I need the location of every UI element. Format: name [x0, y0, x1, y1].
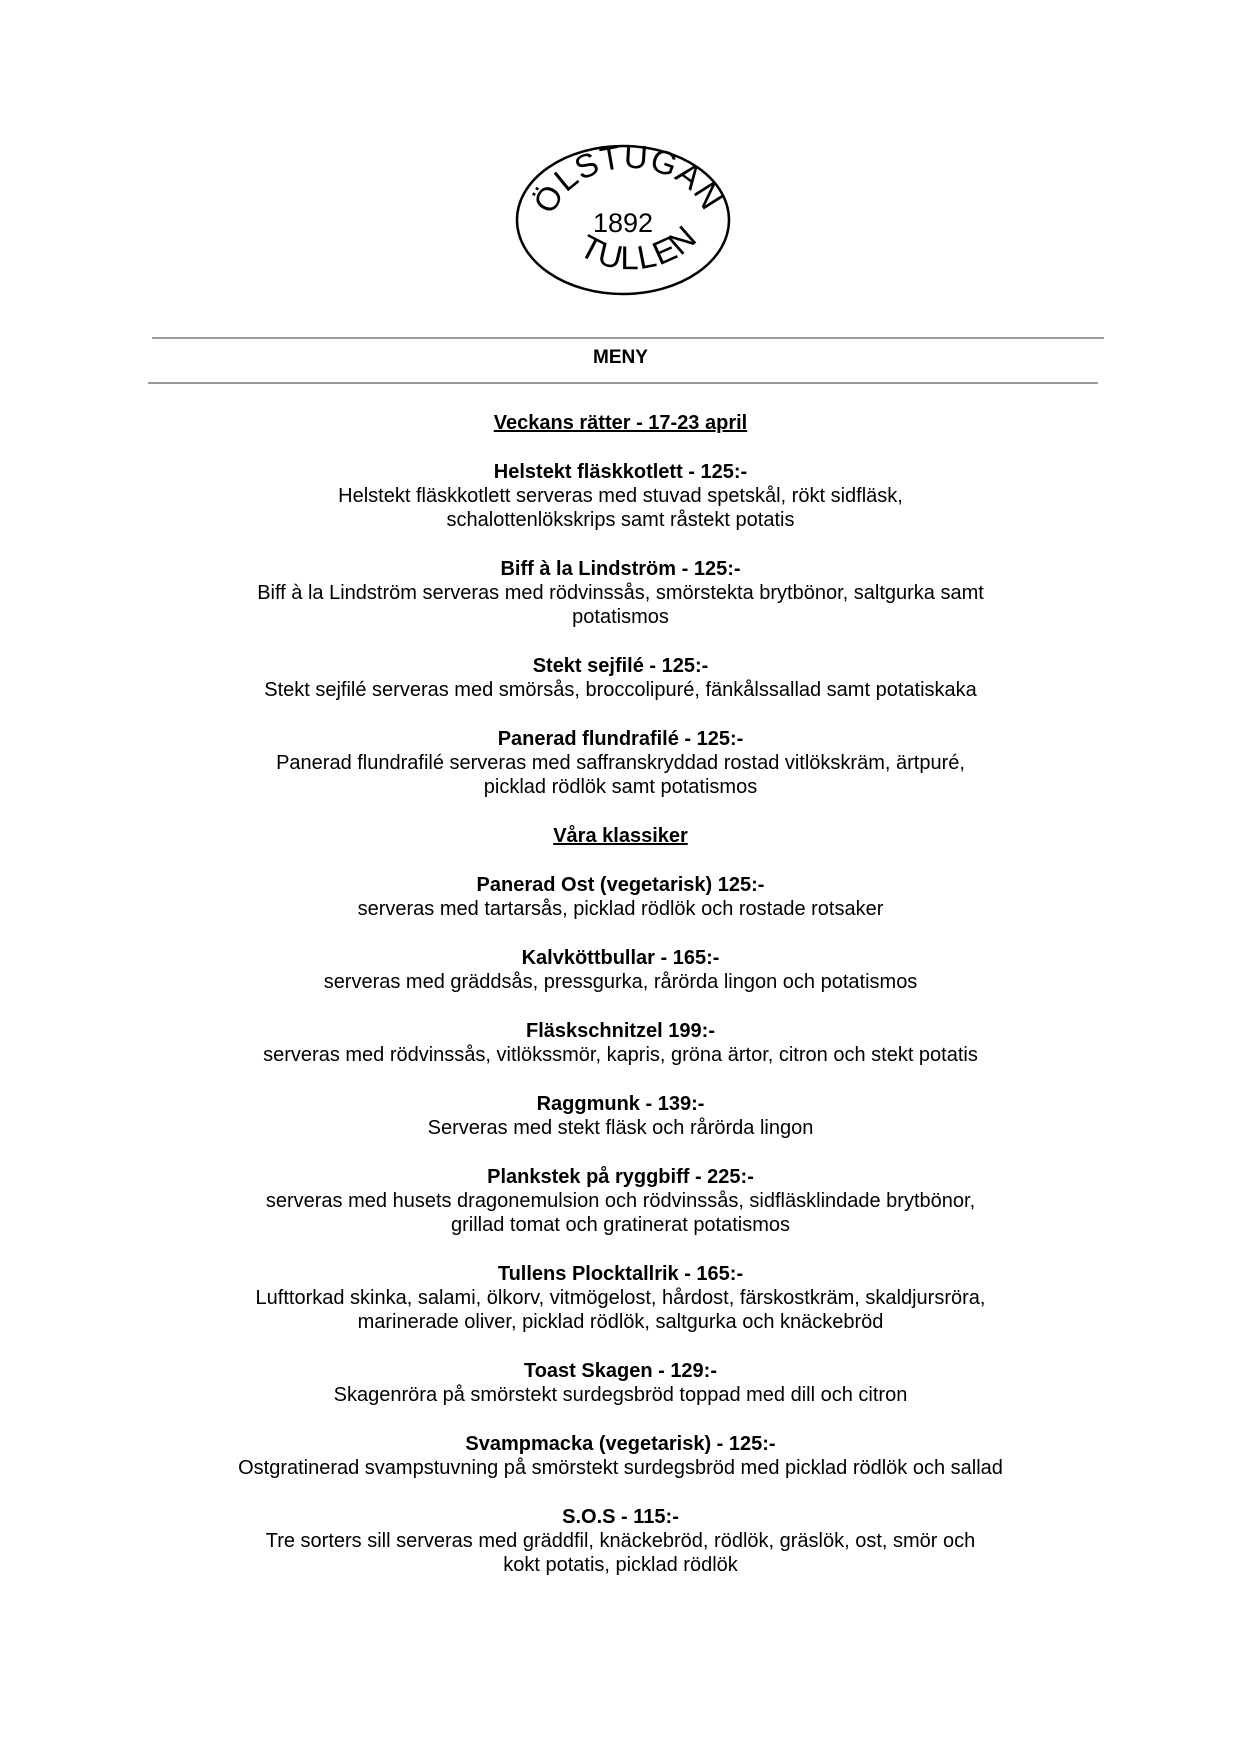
page-title: MENY: [593, 347, 648, 368]
dish-name: Biff à la Lindström - 125:-: [500, 558, 741, 580]
dish-description: serveras med tartarsås, picklad rödlök och rostade rotsaker: [357, 898, 884, 920]
dish-name: Stekt sejfilé - 125:-: [532, 655, 709, 677]
dish-name: Helstekt fläskkotlett - 125:-: [493, 461, 748, 483]
dish-description: grillad tomat och gratinerat potatismos: [450, 1214, 791, 1236]
logo-year: 1892: [592, 208, 654, 238]
dish-name: S.O.S - 115:-: [562, 1506, 679, 1528]
dish-description: marinerade oliver, picklad rödlök, saltgurka och knäckebröd: [357, 1311, 884, 1333]
dish-name: Kalvköttbullar - 165:-: [521, 947, 720, 969]
logo-bottom-text: TULLEN: [573, 217, 704, 277]
dish-name: Fläskschnitzel 199:-: [526, 1020, 715, 1042]
dish-name: Tullens Plocktallrik - 165:-: [497, 1263, 744, 1285]
header-divider-top: [152, 337, 1104, 339]
dish-description: Serveras med stekt fläsk och rårörda lingon: [427, 1117, 814, 1139]
dish-name: Toast Skagen - 129:-: [523, 1360, 718, 1382]
dish-description: Biff à la Lindström serveras med rödvinssås, smörstekta brytbönor, saltgurka samt: [257, 582, 984, 604]
dish-name: Panerad Ost (vegetarisk) 125:-: [476, 874, 765, 896]
dish-description: Helstekt fläskkotlett serveras med stuvad spetskål, rökt sidfläsk,: [338, 485, 903, 507]
dish-description: serveras med husets dragonemulsion och rödvinssås, sidfläsklindade brytbönor,: [265, 1190, 976, 1212]
header-divider-bottom: [148, 382, 1098, 384]
dish-description: Skagenröra på smörstekt surdegsbröd toppad med dill och citron: [333, 1384, 908, 1406]
logo-top-text: ÖLSTUGAN: [525, 140, 732, 220]
dish-name: Panerad flundrafilé - 125:-: [497, 728, 744, 750]
logo-emblem: [512, 140, 734, 300]
dish-description: Stekt sejfilé serveras med smörsås, broccolipuré, fänkålssallad samt potatiskaka: [264, 679, 977, 701]
dish-description: Ostgratinerad svampstuvning på smörstekt surdegsbröd med picklad rödlök och sallad: [238, 1457, 1003, 1479]
dish-description: Panerad flundrafilé serveras med saffranskryddad rostad vitlökskräm, ärtpuré,: [276, 752, 965, 774]
dish-description: picklad rödlök samt potatismos: [483, 776, 758, 798]
dish-name: Plankstek på ryggbiff - 225:-: [487, 1166, 754, 1188]
dish-description: serveras med rödvinssås, vitlökssmör, kapris, gröna ärtor, citron och stekt potatis: [263, 1044, 978, 1066]
dish-description: schalottenlökskrips samt råstekt potatis: [446, 509, 795, 531]
dish-description: Tre sorters sill serveras med gräddfil, knäckebröd, rödlök, gräslök, ost, smör och: [265, 1530, 976, 1552]
dish-description: serveras med gräddsås, pressgurka, rårörda lingon och potatismos: [323, 971, 918, 993]
dish-name: Svampmacka (vegetarisk) - 125:-: [465, 1433, 776, 1455]
dish-description: Lufttorkad skinka, salami, ölkorv, vitmögelost, hårdost, färskostkräm, skaldjursröra,: [255, 1287, 986, 1309]
dish-description: potatismos: [572, 606, 669, 628]
dish-name: Raggmunk - 139:-: [536, 1093, 705, 1115]
section-heading-weekly: Veckans rätter - 17-23 april: [493, 412, 748, 434]
dish-description: kokt potatis, picklad rödlök: [503, 1554, 738, 1576]
menu-content: [0, 411, 1241, 1577]
section-heading-classics: Våra klassiker: [553, 825, 688, 847]
restaurant-logo: [512, 140, 734, 300]
